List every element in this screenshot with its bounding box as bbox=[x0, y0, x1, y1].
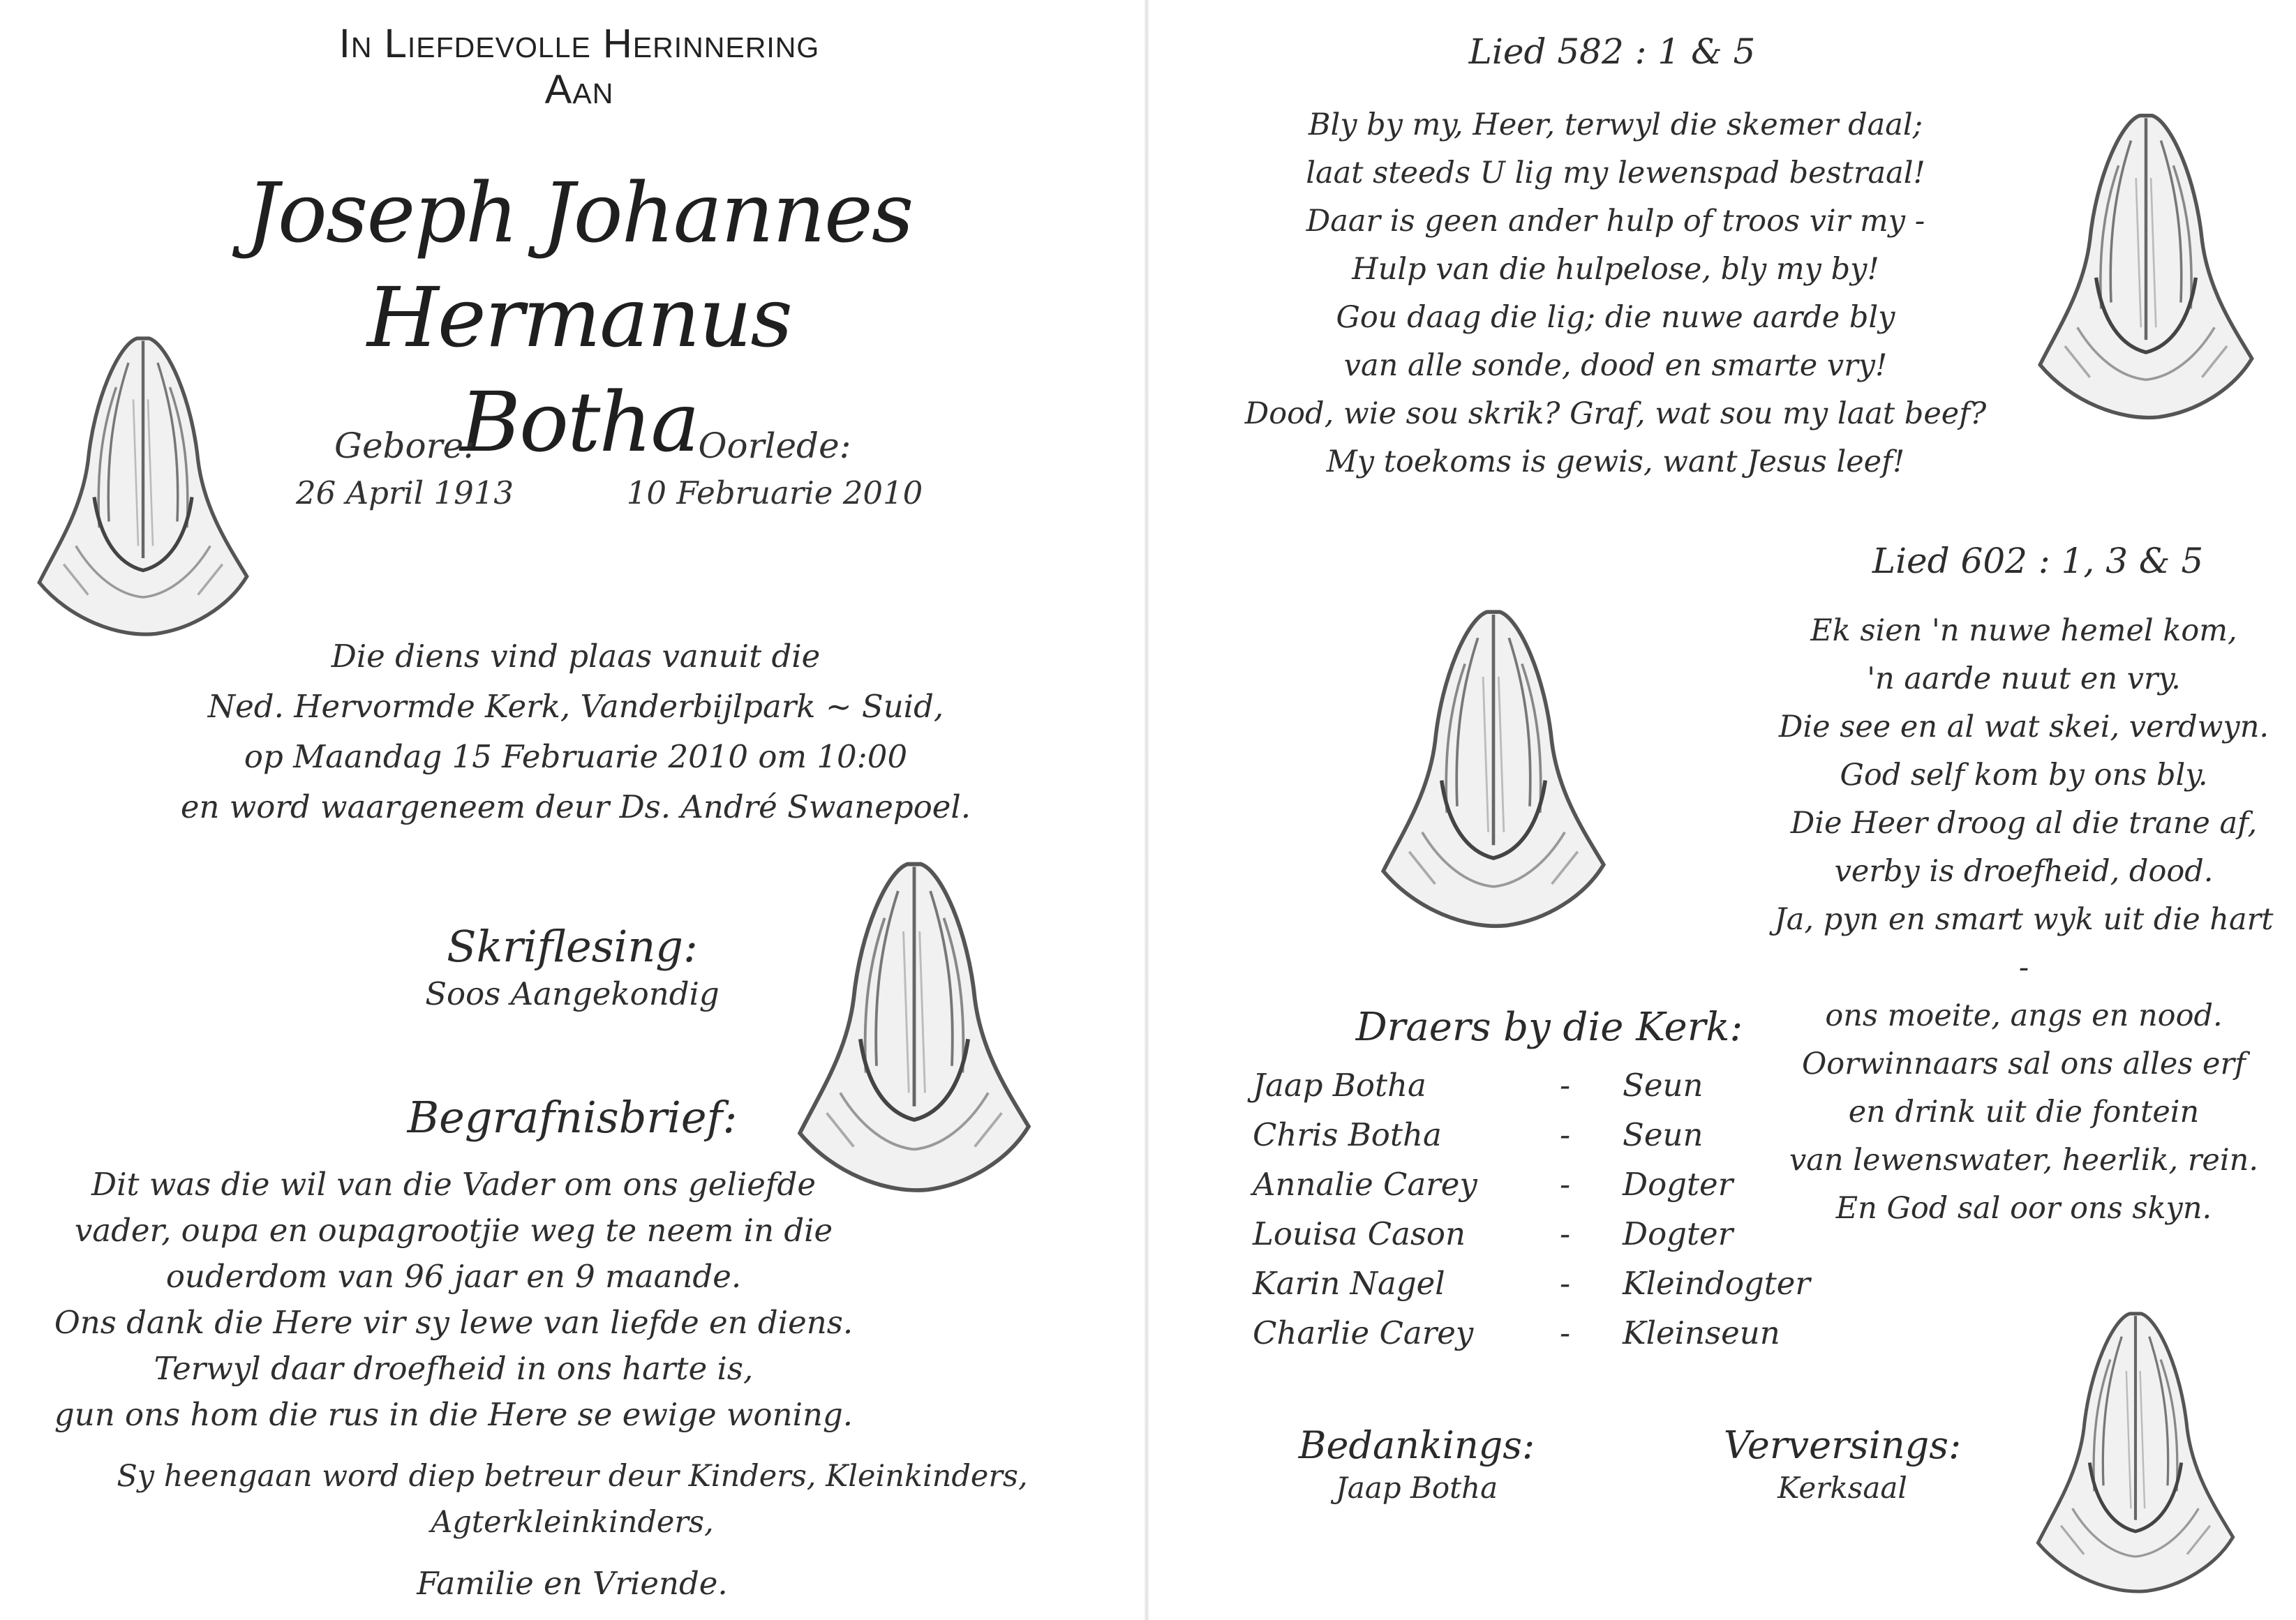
list-item bbox=[1253, 1259, 1881, 1308]
bearer-dash: - bbox=[1560, 1166, 1571, 1203]
list-item bbox=[1253, 1060, 1881, 1110]
bearer-relation: Kleindogter bbox=[1623, 1265, 1810, 1302]
hymn-1-lyrics bbox=[1186, 101, 2045, 486]
bearer-name: Chris Botha bbox=[1253, 1116, 1442, 1153]
bearers-list bbox=[1253, 1060, 1881, 1358]
list-item bbox=[1253, 1160, 1881, 1209]
list-item bbox=[1253, 1308, 1881, 1358]
hymn-line: laat steeds U lig my lewenspad bestraal! bbox=[1306, 156, 1925, 190]
hymn-1-title: Lied 582 : 1 & 5 bbox=[1468, 31, 1756, 72]
hymn-line: ons moeite, angs en nood. bbox=[1825, 998, 2223, 1033]
scripture-text: Soos Aangekondig bbox=[425, 975, 720, 1012]
hymn-2-title: Lied 602 : 1, 3 & 5 bbox=[1872, 541, 2204, 581]
hymn-line: En God sal oor ons skyn. bbox=[1835, 1191, 2212, 1226]
bearer-name: Jaap Botha bbox=[1253, 1067, 1426, 1104]
bearer-dash: - bbox=[1560, 1215, 1571, 1252]
hymn-line: Ja, pyn en smart wyk uit die hart - bbox=[1774, 902, 2274, 985]
refreshments-place: Kerksaal bbox=[1777, 1471, 1907, 1505]
hymn-line: God self kom by ons bly. bbox=[1840, 758, 2208, 793]
died-date: 10 Februarie 2010 bbox=[626, 474, 923, 511]
bearer-name: Louisa Cason bbox=[1253, 1215, 1466, 1252]
praying-hands-icon bbox=[768, 837, 1061, 1214]
hymn-line: Ek sien 'n nuwe hemel kom, bbox=[1810, 613, 2237, 648]
hymn-line: Gou daag die lig; die nuwe aarde bly bbox=[1336, 300, 1895, 335]
bearer-relation: Seun bbox=[1623, 1067, 1704, 1104]
bearer-dash: - bbox=[1560, 1265, 1571, 1302]
list-item bbox=[1253, 1110, 1881, 1160]
letter-line: Dit was die wil van die Vader om ons geliefde bbox=[91, 1166, 816, 1203]
scripture-title: Skriflesing: bbox=[447, 921, 698, 972]
letter-line: Ons dank die Here vir sy lewe van liefde en diens. bbox=[54, 1304, 853, 1341]
service-line: op Maandag 15 Februarie 2010 om 10:00 bbox=[244, 738, 908, 775]
praying-hands-icon bbox=[10, 314, 276, 656]
page-fold bbox=[1145, 0, 1149, 1620]
bearer-dash: - bbox=[1560, 1314, 1571, 1351]
praying-hands-icon bbox=[1989, 1291, 2282, 1612]
heading-line-2: Aan bbox=[544, 67, 614, 112]
hymn-line: verby is droefheid, dood. bbox=[1834, 854, 2214, 889]
hymn-line: My toekoms is gewis, want Jesus leef! bbox=[1326, 444, 1905, 479]
letter-title: Begrafnisbrief: bbox=[407, 1092, 738, 1143]
service-line: en word waargeneem deur Ds. André Swanepoel. bbox=[180, 788, 971, 825]
thanks-name: Jaap Botha bbox=[1335, 1471, 1498, 1505]
name-line-2: Botha bbox=[460, 374, 699, 470]
thanks-block bbox=[1284, 1423, 1549, 1509]
died-block bbox=[607, 426, 942, 511]
bearer-name: Charlie Carey bbox=[1253, 1314, 1474, 1351]
letter-line: Sy heengaan word diep betreur deur Kinders, Kleinkinders, Agterkleinkinders, bbox=[117, 1459, 1028, 1540]
praying-hands-icon bbox=[1354, 586, 1633, 949]
born-block bbox=[265, 426, 544, 511]
bearer-relation: Dogter bbox=[1623, 1166, 1734, 1203]
born-date: 26 April 1913 bbox=[296, 474, 514, 511]
hymn-line: Oorwinnaars sal ons alles erf bbox=[1802, 1047, 2246, 1081]
hymn-line: Bly by my, Heer, terwyl die skemer daal; bbox=[1308, 107, 1923, 142]
funeral-letter bbox=[14, 1162, 1131, 1607]
died-label: Oorlede: bbox=[698, 426, 851, 466]
bearer-dash: - bbox=[1560, 1067, 1571, 1104]
hymn-line: van alle sonde, dood en smarte vry! bbox=[1343, 348, 1888, 383]
service-details bbox=[140, 631, 1012, 832]
letter-line: gun ons hom die rus in die Here se ewige woning. bbox=[54, 1396, 853, 1433]
letter-line: ouderdom van 96 jaar en 9 maande. bbox=[165, 1258, 742, 1295]
refreshments-title: Verversings: bbox=[1723, 1423, 1962, 1467]
name-line-1: Joseph Johannes Hermanus bbox=[246, 165, 913, 366]
hymn-line: Dood, wie sou skrik? Graf, wat sou my laat beef? bbox=[1244, 396, 1987, 431]
scripture-block bbox=[349, 921, 796, 1019]
service-line: Die diens vind plaas vanuit die bbox=[331, 638, 821, 675]
hymn-line: 'n aarde nuut en vry. bbox=[1867, 661, 2181, 696]
refreshments-block bbox=[1696, 1423, 1989, 1509]
bearer-relation: Kleinseun bbox=[1623, 1314, 1780, 1351]
hymn-line: Die Heer droog al die trane af, bbox=[1790, 806, 2258, 841]
bearer-name: Karin Nagel bbox=[1253, 1265, 1445, 1302]
hymn-line: Die see en al wat skei, verdwyn. bbox=[1778, 710, 2269, 744]
heading-line-1: In Liefdevolle Herinnering bbox=[338, 21, 820, 66]
letter-line: Terwyl daar droefheid in ons harte is, bbox=[154, 1350, 754, 1387]
memorial-heading bbox=[265, 21, 893, 113]
hymn-line: Hulp van die hulpelose, bly my by! bbox=[1352, 252, 1879, 287]
bearer-relation: Seun bbox=[1623, 1116, 1704, 1153]
service-line: Ned. Hervormde Kerk, Vanderbijlpark ~ Suid, bbox=[207, 688, 944, 725]
bearer-dash: - bbox=[1560, 1116, 1571, 1153]
bearer-name: Annalie Carey bbox=[1253, 1166, 1477, 1203]
born-label: Gebore: bbox=[334, 426, 475, 466]
hymn-line: Daar is geen ander hulp of troos vir my - bbox=[1306, 204, 1925, 239]
letter-line: vader, oupa en oupagrootjie weg te neem in die bbox=[74, 1212, 833, 1249]
bearer-relation: Dogter bbox=[1623, 1215, 1734, 1252]
praying-hands-icon bbox=[2010, 91, 2282, 440]
hymn-line: en drink uit die fontein bbox=[1848, 1095, 2200, 1130]
hymn-line: van lewenswater, heerlik, rein. bbox=[1789, 1143, 2258, 1178]
list-item bbox=[1253, 1209, 1881, 1259]
thanks-title: Bedankings: bbox=[1298, 1423, 1535, 1467]
letter-line: Familie en Vriende. bbox=[417, 1565, 728, 1602]
bearers-title: Draers by die Kerk: bbox=[1355, 1005, 1743, 1050]
